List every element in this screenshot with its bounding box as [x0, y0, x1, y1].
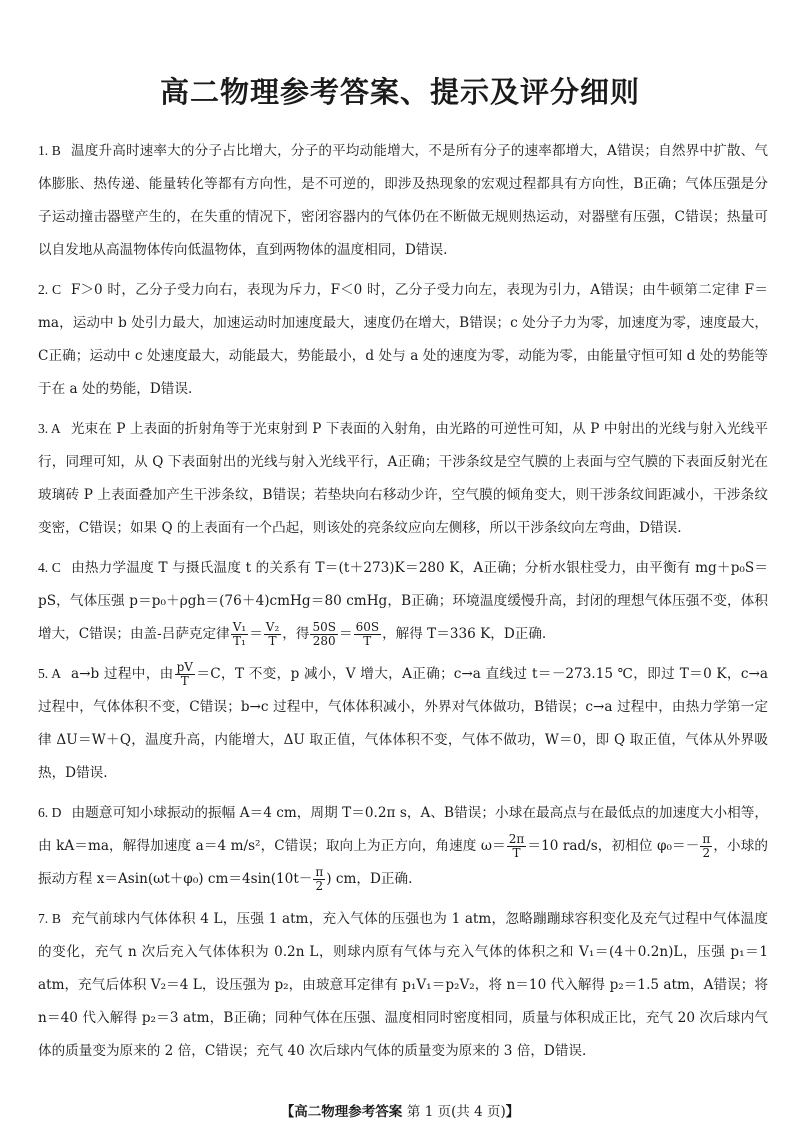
fraction-denominator: 280: [312, 634, 336, 648]
fraction-denominator: T: [363, 634, 372, 648]
page-footer: [0, 1100, 800, 1120]
answer-text: ，得: [282, 626, 310, 642]
answer-number: 2. C: [38, 282, 62, 297]
fraction-denominator: T: [180, 674, 189, 688]
fraction: [507, 833, 527, 860]
answer-text: 温度升高时速率大的分子占比增大，分子的平均动能增大，不是所有分子的速率都增大，A错误；自然界中扩散、气体膨胀、热传递、能量转化等都有方向性，是不可逆的，即涉及热现象的宏观过程都具有方向性，B正确；气体压强是分子运动撞击器壁产生的，在失重的情况下，密闭容器内的气体仍在不断做无规则热运动，对器壁有压强，C错误；热量可以自发地从高温物体传向低温物体，直到两物体的温度相同，D错误.: [38, 143, 768, 258]
answer-text: (10t－: [270, 871, 313, 887]
answer-text: ＝10 rad/s，初相位 φ₀＝－: [527, 838, 700, 854]
answer-item-5: [38, 657, 768, 790]
answer-number: 4. C: [38, 560, 61, 575]
answer-text: ，解得 T＝336 K，D正确.: [382, 626, 547, 642]
answer-number: 3. A: [38, 421, 61, 436]
answer-item-4: [38, 551, 768, 651]
answer-number: 6. D: [38, 805, 62, 820]
fraction-numerator: 60S: [355, 620, 380, 634]
fraction: [313, 866, 325, 893]
fraction: [310, 621, 338, 648]
fraction-denominator: 2: [315, 879, 324, 893]
answer-text: 充气前球内气体体积 4 L，压强 1 atm，充入气体的压强也为 1 atm，忽略蹦蹦球容积变化及充气过程中气体温度的变化，充气 n 次后充入气体体积为 0.2n L，则球内原有气体与充入气体的体积之和 V₁＝(4＋0.2n)L，压强 p₁＝1 atm，充气后体积 V₂＝4 L，设压强为 p₂，由玻意耳定律有 p₁V₁＝p₂V₂，将 n＝10 代入解得 p₂＝1.5 atm，A错误；将 n＝40 代入解得 p₂＝3 atm，B正确；同种气体在压强、温度相同时密度相同，质量与体积成正比，充气 20 次后球内气体的质量变为原来的 2 倍，C错误；充气 40 次后球内气体的质量变为原来的 3 倍，D错误.: [38, 911, 768, 1059]
answer-item-6: [38, 796, 768, 896]
answer-list: [38, 134, 768, 1074]
fraction-numerator: π: [702, 832, 711, 846]
fraction: [354, 621, 382, 648]
answer-text: ＝C，T 不变，p 减小，V 增大，A正确；c→a 直线过 t＝－273.15 ℃，即过 T＝0 K，c→a 过程中，气体体积不变，C错误；b→c 过程中，气体体积减小，外界对气体做功，B错误；c→a 过程中，由热力学第一定律 ΔU＝W＋Q，温度升高，内能增大，ΔU 取正值，气体体积不变，气体不做功，W＝0，即 Q 取正值，气体从外界吸热，D错误.: [38, 666, 768, 781]
page-title: 高二物理参考答案、提示及评分细则: [159, 75, 640, 109]
answer-item-7: [38, 902, 768, 1068]
answer-text: F＞0 时，乙分子受力向右，表现为斥力，F＜0 时，乙分子受力向左，表现为引力，A错误；由牛顿第二定律 F＝ma，运动中 b 处引力最大，加速运动时加速度最大，速度仍在增大，B错误；c 处分子力为零，加速度为零，速度最大，C正确；运动中 c 处速度最大，动能最大，势能最小，d 处与 a 处的速度为零，动能为零，由能量守恒可知 d 处的势能等于在 a 处的势能，D错误.: [38, 282, 768, 397]
fraction: [700, 833, 712, 860]
fraction-numerator: V₂: [265, 620, 280, 634]
answer-number: 1. B: [38, 143, 61, 158]
answer-text: a→b 过程中，由: [71, 666, 174, 682]
footer-bracket: 】: [505, 1104, 520, 1120]
answer-item-1: [38, 134, 768, 267]
fraction-denominator: T₁: [233, 634, 246, 648]
footer-page-number: 第 1 页(共 4 页): [406, 1104, 506, 1120]
fraction-numerator: π: [315, 865, 324, 879]
fraction: [231, 621, 248, 648]
fraction-numerator: V₁: [232, 620, 247, 634]
answer-text: ) cm，D正确.: [326, 871, 413, 887]
answer-number: 5. A: [38, 666, 62, 681]
answer-text: 由热力学温度 T 与摄氏温度 t 的关系有 T＝(t＋273)K＝280 K，A正确；分析水银柱受力，由平衡有 mg＋p₀S＝pS，气体压强 p＝p₀＋ρgh＝(76＋4)cmHg＝80 cmHg，B正确；环境温度缓慢升高，封闭的理想气体压强不变，体积增大，C错误；由盖-吕萨克定律: [38, 560, 768, 642]
equals-sign: ＝: [338, 626, 353, 642]
answer-text: ，小球的振动方程 x＝Asin(ωt＋φ₀) cm＝4sin: [38, 838, 768, 887]
fraction: [264, 621, 281, 648]
answer-text: 光束在 P 上表面的折射角等于光束射到 P 下表面的入射角，由光路的可逆性可知，从 P 中射出的光线与射入光线平行，同理可知，从 Q 下表面射出的光线与射入光线平行，A正确；干涉条纹是空气膜的上表面与空气膜的下表面反射光在玻璃砖 P 上表面叠加产生干涉条纹，B错误；若垫块向右移动少许，空气膜的倾角变大，则干涉条纹间距减小，干涉条纹变密，C错误；如果 Q 的上表面有一个凸起，则该处的亮条纹应向左侧移，所以干涉条纹向左弯曲，D错误.: [38, 421, 768, 536]
fraction-numerator: 2π: [508, 832, 525, 846]
fraction-denominator: 2: [702, 846, 711, 860]
footer-doc-title: 【高二物理参考答案: [280, 1104, 403, 1120]
fraction-numerator: pV: [176, 660, 193, 674]
answer-item-3: [38, 412, 768, 545]
fraction: [175, 661, 195, 688]
fraction-numerator: 50S: [312, 620, 336, 634]
answer-number: 7. B: [38, 911, 61, 926]
answer-item-2: [38, 273, 768, 406]
equals-sign: ＝: [249, 626, 263, 642]
fraction-denominator: T: [268, 634, 277, 648]
answer-text: 由题意可知小球振动的振幅 A＝4 cm，周期 T＝0.2π s，A、B错误；小球在最高点与在最低点的加速度大小相等，由 kA＝ma，解得加速度 a＝4 m/s²，C错误；取向上为正方向，角速度 ω＝: [38, 805, 768, 854]
fraction-denominator: T: [512, 846, 521, 860]
